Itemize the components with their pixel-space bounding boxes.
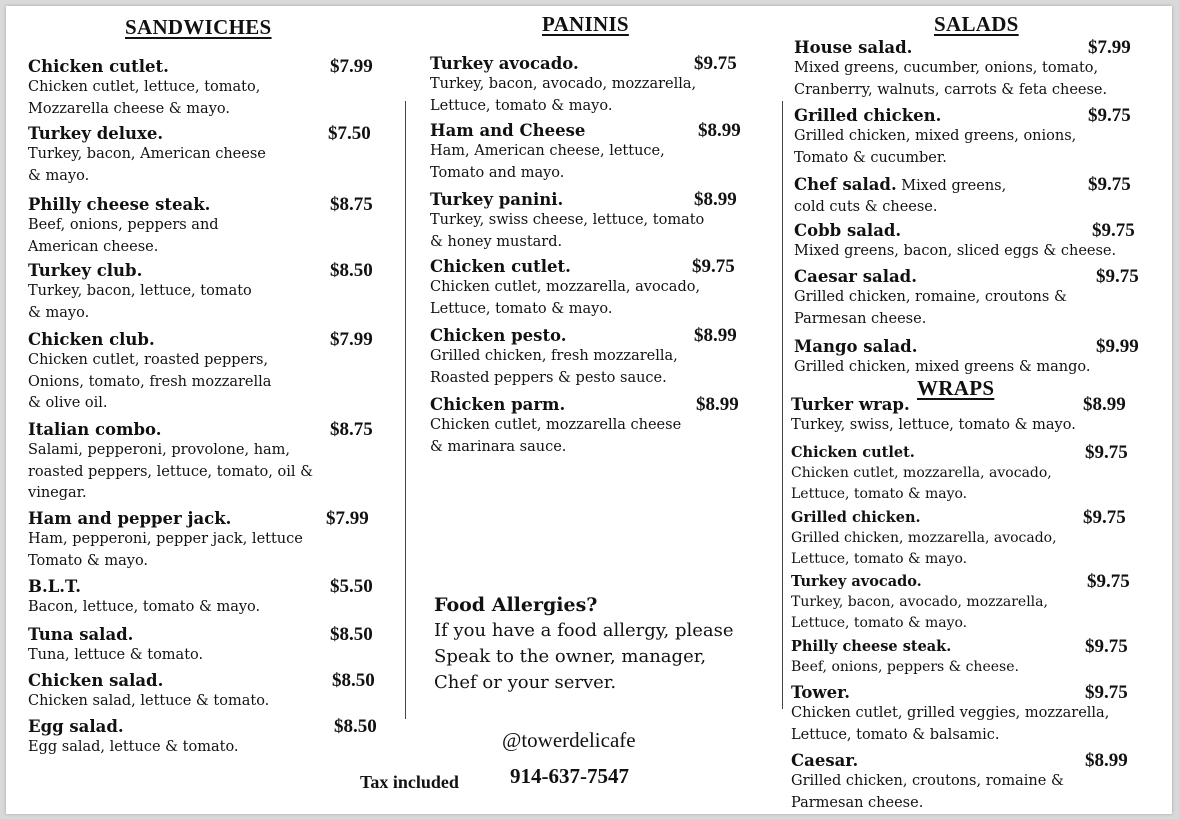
panini-item (430, 394, 770, 458)
salad-item-price: $9.99 (1096, 336, 1139, 357)
salads-heading: SALADS (934, 12, 1019, 36)
wrap-item-price: $9.75 (1085, 442, 1128, 463)
panini-item-description: Ham, American cheese, lettuce, (430, 143, 665, 159)
panini-item-description: Lettuce, tomato & mayo. (430, 300, 613, 317)
sandwich-item-name-text: Turkey deluxe. (28, 124, 164, 143)
panini-item-description: Chicken cutlet, mozzarella cheese (430, 417, 682, 433)
sandwich-item-price: $8.50 (334, 716, 377, 737)
social-handle: @towerdelicafe (502, 728, 636, 752)
allergy-notice (434, 592, 774, 696)
panini-item-description: & honey mustard. (430, 233, 563, 250)
salad-item-price: $9.75 (1088, 174, 1131, 195)
wrap-item-description: Turkey, swiss, lettuce, tomato & mayo. (791, 417, 1076, 433)
wrap-item-name-text: Turker wrap. (791, 395, 910, 414)
panini-item-name-text: Chicken cutlet. (430, 257, 571, 276)
column-divider-right (782, 101, 783, 709)
sandwich-item-description: roasted peppers, lettuce, tomato, oil & (28, 463, 314, 480)
column-divider-left (405, 101, 406, 719)
panini-item-price: $9.75 (694, 53, 737, 74)
panini-item-description: Turkey, bacon, avocado, mozzarella, (430, 76, 697, 92)
wrap-item-name-text: Tower. (791, 683, 851, 702)
phone-number: 914-637-7547 (510, 764, 629, 788)
panini-item-description: Grilled chicken, fresh mozzarella, (430, 348, 678, 364)
sandwich-item (28, 419, 388, 505)
panini-item-description: Tomato and mayo. (430, 164, 565, 181)
wrap-item-name-text: Philly cheese steak. (791, 638, 952, 655)
wrap-item-description: Grilled chicken, mozzarella, avocado, (791, 530, 1057, 546)
salad-item-description: Mixed greens, bacon, sliced eggs & cheese. (794, 243, 1117, 259)
wrap-item-description: Parmesan cheese. (791, 794, 924, 811)
wrap-item-description: Lettuce, tomato & mayo. (791, 485, 968, 502)
salad-item-description: cold cuts & cheese. (794, 199, 938, 215)
salad-item (794, 174, 1164, 219)
salad-item-name-text: Cobb salad. (794, 221, 902, 240)
wrap-item-description: Lettuce, tomato & mayo. (791, 550, 968, 567)
panini-item-price: $8.99 (696, 394, 739, 415)
salad-item-description: Parmesan cheese. (794, 310, 927, 327)
sandwich-item (28, 194, 388, 258)
sandwich-item (28, 716, 388, 759)
salad-item-name-text: Mango salad. (794, 337, 918, 356)
sandwich-item-description: American cheese. (28, 238, 159, 255)
panini-item (430, 189, 770, 253)
panini-item-price: $8.99 (694, 325, 737, 346)
sandwich-item (28, 329, 388, 415)
wrap-item-name-text: Turkey avocado. (791, 573, 922, 590)
sandwich-item-description: Chicken salad, lettuce & tomato. (28, 693, 270, 709)
salad-item (794, 37, 1164, 101)
allergy-line: Chef or your server. (434, 672, 617, 693)
sandwich-item-description: & mayo. (28, 304, 90, 321)
salad-item (794, 220, 1164, 263)
sandwich-item-price: $7.99 (330, 329, 373, 350)
panini-item (430, 256, 770, 320)
sandwich-item (28, 624, 388, 667)
sandwich-item-name-text: Chicken salad. (28, 671, 164, 690)
sandwich-item (28, 56, 388, 120)
sandwich-item-description: Chicken cutlet, lettuce, tomato, (28, 79, 261, 95)
salad-item-price: $7.99 (1088, 37, 1131, 58)
sandwich-item-description: Salami, pepperoni, provolone, ham, (28, 442, 291, 458)
wrap-item-description: Turkey, bacon, avocado, mozzarella, (791, 594, 1048, 610)
salad-item (794, 266, 1164, 330)
sandwich-item-description: Onions, tomato, fresh mozzarella (28, 373, 272, 390)
wrap-item-name-text: Caesar. (791, 751, 859, 770)
wrap-item (791, 571, 1164, 633)
sandwich-item-description: Egg salad, lettuce & tomato. (28, 739, 239, 755)
salad-item (794, 105, 1164, 169)
salad-item-name-extra: Mixed greens, (896, 178, 1007, 194)
allergy-line: If you have a food allergy, please (434, 620, 734, 641)
sandwich-item-price: $7.99 (330, 56, 373, 77)
wrap-item (791, 750, 1164, 814)
wrap-item-description: Lettuce, tomato & balsamic. (791, 726, 1000, 743)
wrap-item-price: $9.75 (1087, 571, 1130, 592)
sandwich-item-name-text: Philly cheese steak. (28, 195, 211, 214)
sandwich-item-price: $8.75 (330, 419, 373, 440)
wrap-item-price: $9.75 (1085, 682, 1128, 703)
sandwich-item-price: $7.99 (326, 508, 369, 529)
sandwich-item-description: Turkey, bacon, American cheese (28, 146, 266, 162)
sandwich-item (28, 260, 388, 324)
sandwich-item (28, 123, 388, 187)
panini-item-name-text: Ham and Cheese (430, 121, 586, 140)
panini-item (430, 120, 770, 184)
sandwich-item-description: Beef, onions, peppers and (28, 217, 219, 233)
sandwich-item-name-text: Tuna salad. (28, 625, 134, 644)
salad-item-price: $9.75 (1088, 105, 1131, 126)
panini-item-price: $9.75 (692, 256, 735, 277)
sandwich-item-description: & mayo. (28, 167, 90, 184)
sandwich-item-description: Tuna, lettuce & tomato. (28, 647, 204, 663)
sandwich-item-description: Mozzarella cheese & mayo. (28, 100, 230, 117)
salad-item-price: $9.75 (1092, 220, 1135, 241)
sandwich-item-description: Turkey, bacon, lettuce, tomato (28, 283, 252, 299)
panini-item-description: Roasted peppers & pesto sauce. (430, 369, 667, 386)
salad-item-name-text: Chef salad. (794, 175, 897, 194)
sandwich-item-price: $5.50 (330, 576, 373, 597)
panini-item-name-text: Chicken pesto. (430, 326, 567, 345)
panini-item-description: & marinara sauce. (430, 438, 567, 455)
wrap-item-name-text: Grilled chicken. (791, 509, 921, 526)
salad-item-description: Mixed greens, cucumber, onions, tomato, (794, 60, 1099, 76)
panini-item-price: $8.99 (694, 189, 737, 210)
salad-item-name-text: Grilled chicken. (794, 106, 942, 125)
sandwich-item-name-text: Chicken club. (28, 330, 155, 349)
sandwich-item-name-text: Italian combo. (28, 420, 162, 439)
panini-item-description: Lettuce, tomato & mayo. (430, 97, 613, 114)
salad-item-name-text: Caesar salad. (794, 267, 917, 286)
salad-item-description: Grilled chicken, romaine, croutons & (794, 289, 1067, 305)
sandwich-item-price: $8.50 (332, 670, 375, 691)
sandwich-item-name-text: Turkey club. (28, 261, 143, 280)
panini-item-name-text: Chicken parm. (430, 395, 566, 414)
sandwich-item-name-text: Ham and pepper jack. (28, 509, 232, 528)
wrap-item-description: Beef, onions, peppers & cheese. (791, 659, 1019, 675)
sandwich-item-description: Ham, pepperoni, pepper jack, lettuce (28, 531, 303, 547)
salad-item (794, 336, 1164, 379)
wrap-item (791, 636, 1164, 678)
sandwich-item (28, 508, 388, 572)
panini-item-description: Chicken cutlet, mozzarella, avocado, (430, 279, 701, 295)
panini-item (430, 325, 770, 389)
sandwich-item-description: & olive oil. (28, 395, 108, 411)
wrap-item-description: Chicken cutlet, grilled veggies, mozzarella, (791, 705, 1110, 721)
wrap-item-description: Grilled chicken, croutons, romaine & (791, 773, 1064, 789)
menu-page (6, 6, 1172, 814)
panini-item-price: $8.99 (698, 120, 741, 141)
wrap-item-price: $8.99 (1083, 394, 1126, 415)
wrap-item (791, 394, 1164, 437)
sandwich-item-description: vinegar. (28, 485, 87, 501)
panini-item-description: Turkey, swiss cheese, lettuce, tomato (430, 212, 705, 228)
tax-note: Tax included (360, 772, 459, 792)
salad-item-description: Grilled chicken, mixed greens & mango. (794, 359, 1091, 375)
wraps-heading: WRAPS (917, 376, 995, 400)
wrap-item-price: $9.75 (1083, 507, 1126, 528)
wrap-item-name-text: Chicken cutlet. (791, 444, 915, 461)
wrap-item-description: Lettuce, tomato & mayo. (791, 614, 968, 631)
sandwich-item-price: $7.50 (328, 123, 371, 144)
salad-item-description: Tomato & cucumber. (794, 149, 947, 166)
sandwich-item-name-text: Chicken cutlet. (28, 57, 169, 76)
sandwich-item (28, 576, 388, 619)
salad-item-description: Cranberry, walnuts, carrots & feta cheese. (794, 81, 1108, 98)
sandwich-item-name-text: Egg salad. (28, 717, 124, 736)
sandwich-item (28, 670, 388, 713)
sandwich-item-price: $8.75 (330, 194, 373, 215)
sandwich-item-description: Bacon, lettuce, tomato & mayo. (28, 599, 261, 615)
sandwich-item-description: Chicken cutlet, roasted peppers, (28, 352, 269, 368)
sandwiches-heading: SANDWICHES (125, 15, 272, 39)
salad-item-name-text: House salad. (794, 38, 913, 57)
panini-item-name-text: Turkey avocado. (430, 54, 579, 73)
wrap-item-price: $9.75 (1085, 636, 1128, 657)
wrap-item (791, 682, 1164, 746)
sandwich-item-description: Tomato & mayo. (28, 552, 149, 569)
salad-item-description: Grilled chicken, mixed greens, onions, (794, 128, 1077, 144)
allergy-title: Food Allergies? (434, 594, 598, 616)
wrap-item-description: Chicken cutlet, mozzarella, avocado, (791, 465, 1052, 481)
panini-item (430, 53, 770, 117)
panini-item-name-text: Turkey panini. (430, 190, 564, 209)
wrap-item-price: $8.99 (1085, 750, 1128, 771)
salad-item-price: $9.75 (1096, 266, 1139, 287)
sandwich-item-name-text: B.L.T. (28, 577, 81, 596)
sandwich-item-price: $8.50 (330, 260, 373, 281)
sandwich-item-price: $8.50 (330, 624, 373, 645)
wrap-item (791, 507, 1164, 569)
allergy-line: Speak to the owner, manager, (434, 646, 707, 667)
paninis-heading: PANINIS (542, 12, 629, 36)
wrap-item (791, 442, 1164, 504)
